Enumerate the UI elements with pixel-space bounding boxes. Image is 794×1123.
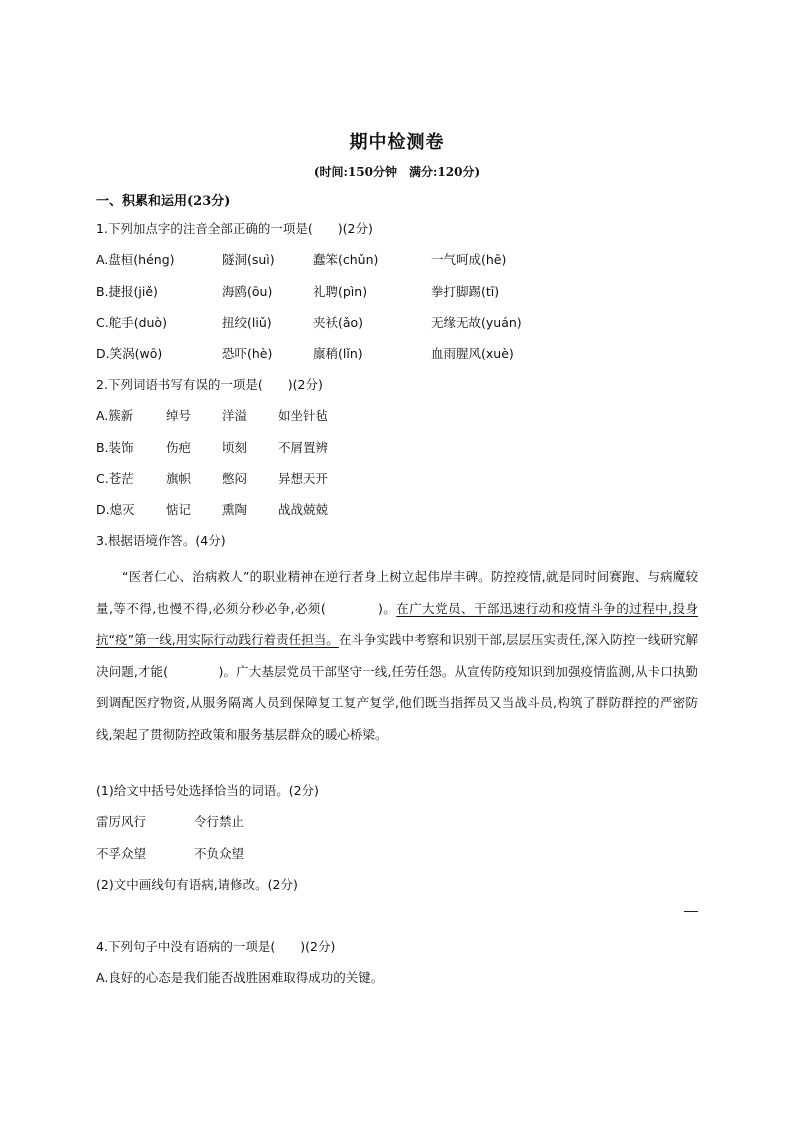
q1-option-b-4: 拳打脚踢(tī): [431, 284, 500, 299]
q1-option-d-1: D.笑涡(wō): [96, 346, 163, 361]
question-4-stem: 4.下列句子中没有语病的一项是( )(2分): [96, 939, 336, 954]
choice-1-b: 令行禁止: [194, 814, 245, 829]
q1-option-d-3: 廪稍(lǐn): [313, 346, 363, 361]
q1-option-c-4: 无缘无故(yuán): [431, 315, 522, 330]
q2-option-b-4: 不屑置辨: [278, 440, 329, 455]
q2-option-d-4: 战战兢兢: [278, 502, 329, 517]
choice-2-b: 不负众望: [194, 846, 245, 861]
q1-option-b-2: 海鸥(ōu): [222, 284, 273, 299]
q2-option-d-2: 惦记: [166, 502, 192, 517]
page-title: 期中检测卷: [349, 132, 445, 153]
q2-option-b-2: 伤疤: [166, 440, 192, 455]
question-3-stem: 3.根据语境作答。(4分): [96, 533, 226, 548]
passage-part-1: “医者仁心、治病救人”的职业精神在逆行者身上树立起伟岸丰碑。防控疫情,就是同时间赛跑、与病魔较量,等不得,也慢不得,必须分秒必争,必须( )。: [96, 569, 698, 616]
q1-option-a-3: 蠢笨(chǔn): [313, 252, 379, 267]
q1-option-c-1: C.舵手(duò): [96, 315, 167, 330]
q2-option-a-1: A.簇新: [96, 408, 134, 423]
q2-option-c-3: 憋闷: [222, 471, 248, 486]
section-heading: 一、积累和运用(23分): [96, 194, 231, 209]
question-1-stem: 1.下列加点字的注音全部正确的一项是( )(2分): [96, 221, 373, 236]
q1-option-b-3: 礼聘(pìn): [313, 284, 368, 299]
underlined-sentence: 在广大党员、干部迅速行动和疫情斗争的过程中,投身抗“疫”第一线,用实际行动践行着责任担当。: [96, 600, 698, 647]
question-2-stem: 2.下列词语书写有误的一项是( )(2分): [96, 377, 323, 392]
q1-option-c-3: 夹袄(ǎo): [313, 315, 364, 330]
q2-option-d-3: 熏陶: [222, 502, 248, 517]
q1-option-a-4: 一气呵成(hē): [431, 252, 507, 267]
exam-info: (时间:150分钟 满分:120分): [313, 165, 481, 179]
q4-option-a: A.良好的心态是我们能否战胜困难取得成功的关键。: [96, 970, 384, 985]
choice-1-a: 雷厉风行: [96, 814, 147, 829]
question-3-sub-2: (2)文中画线句有语病,请修改。(2分): [96, 877, 298, 892]
question-3-passage: [96, 561, 698, 750]
q2-option-c-1: C.苍茫: [96, 471, 134, 486]
q1-option-a-2: 隧洞(suì): [222, 252, 275, 267]
q1-option-d-4: 血雨腥风(xuè): [431, 346, 514, 361]
q2-option-a-4: 如坐针毡: [278, 408, 329, 423]
answer-line: [684, 911, 698, 912]
q2-option-a-2: 绰号: [166, 408, 192, 423]
passage-part-2: 在斗争实践中考察和识别干部,层层压实责任,深入防控一线研究解决问题,才能( )。广大基层党员干部坚守一线,任劳任怨。从宣传防疫知识到加强疫情监测,从卡口执勤到调配医疗物资,从服务隔离人员到保障复工复产复学,他们既当指挥员又当战斗员,构筑了群防群控的严密防线,架起了贯彻防控政策和服务基层群众的暖心桥梁。: [96, 632, 698, 742]
choice-2-a: 不孚众望: [96, 846, 147, 861]
q1-option-c-2: 扭绞(liǔ): [222, 315, 272, 330]
q2-option-c-4: 异想天开: [278, 471, 329, 486]
q2-option-c-2: 旗帜: [166, 471, 192, 486]
q1-option-b-1: B.捷报(jiě): [96, 284, 158, 299]
q2-option-b-3: 顷刻: [222, 440, 248, 455]
question-3-sub-1: (1)给文中括号处选择恰当的词语。(2分): [96, 783, 319, 798]
q2-option-d-1: D.熄灭: [96, 502, 135, 517]
q2-option-a-3: 洋溢: [222, 408, 248, 423]
q2-option-b-1: B.装饰: [96, 440, 134, 455]
q1-option-a-1: A.盘桓(héng): [96, 252, 175, 267]
q1-option-d-2: 恐吓(hè): [222, 346, 273, 361]
